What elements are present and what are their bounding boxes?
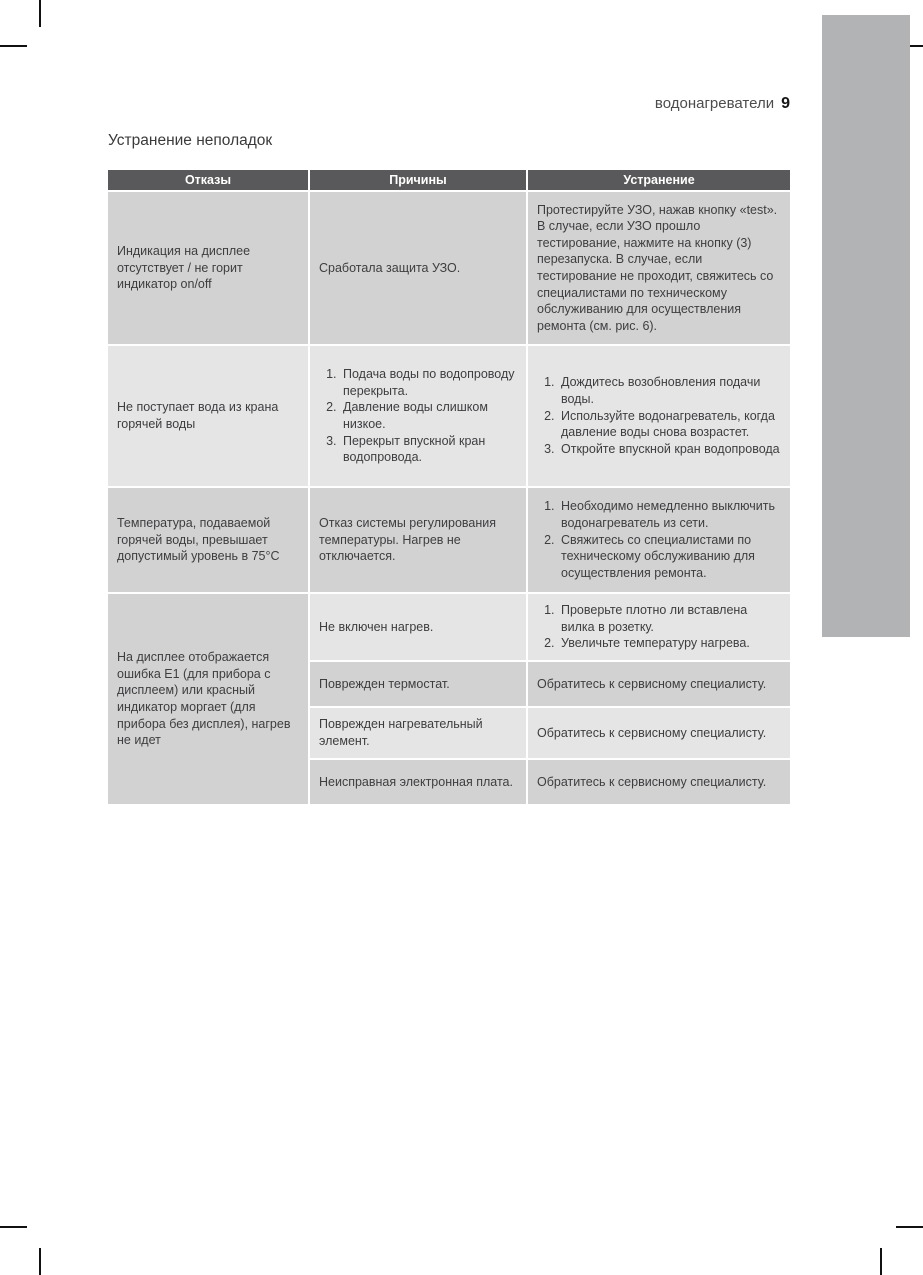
col-header-failures: Отказы bbox=[108, 170, 308, 190]
table-header-row bbox=[108, 170, 790, 190]
page-title: Устранение неполадок bbox=[108, 132, 273, 149]
causes-list bbox=[319, 366, 517, 466]
remedy-item: 3. Откройте впускной кран водопровода bbox=[558, 441, 781, 458]
failure-cell: На дисплее отображается ошибка E1 (для прибора с дисплеем) или красный индикатор моргает (для прибора без дисплея), нагрев не идет bbox=[108, 594, 308, 804]
running-header bbox=[108, 95, 790, 113]
remedy-cell: Обратитесь к сервисному специалисту. bbox=[528, 662, 790, 706]
remedy-cell: Обратитесь к сервисному специалисту. bbox=[528, 708, 790, 758]
table-row bbox=[108, 192, 790, 344]
remedy-item: 1. Необходимо немедленно выключить водонагреватель из сети. bbox=[558, 498, 781, 531]
cause-item: 3. Перекрыт впускной кран водопровода. bbox=[340, 433, 517, 466]
remedy-cell bbox=[528, 594, 790, 660]
remedy-item: 2. Используйте водонагреватель, когда давление воды снова возрастет. bbox=[558, 408, 781, 441]
crop-mark-bottom-right-horizontal bbox=[896, 1226, 923, 1228]
remedy-cell: Протестируйте УЗО, нажав кнопку «test». В случае, если УЗО прошло тестирование, нажмите на кнопку (3) перезапуска. В случае, если тестирование не проходит, свяжитесь со специалистами по техническому обслуживанию для осуществления ремонта (см. рис. 6). bbox=[528, 192, 790, 344]
cause-cell: Не включен нагрев. bbox=[310, 594, 526, 660]
side-band bbox=[822, 15, 910, 637]
crop-mark-top-left-vertical bbox=[39, 0, 41, 27]
col-header-remedies: Устранение bbox=[528, 170, 790, 190]
troubleshooting-table bbox=[106, 168, 792, 806]
remedy-item: 2. Увеличьте температуру нагрева. bbox=[558, 635, 781, 652]
table-row bbox=[108, 488, 790, 592]
remedy-cell bbox=[528, 346, 790, 486]
remedy-cell bbox=[528, 488, 790, 592]
failure-cell: Температура, подаваемой горячей воды, превышает допустимый уровень в 75°С bbox=[108, 488, 308, 592]
crop-mark-top-left-horizontal bbox=[0, 45, 27, 47]
remedy-cell: Обратитесь к сервисному специалисту. bbox=[528, 760, 790, 804]
cause-cell bbox=[310, 346, 526, 486]
remedy-item: 1. Проверьте плотно ли вставлена вилка в розетку. bbox=[558, 602, 781, 635]
remedy-item: 1. Дождитесь возобновления подачи воды. bbox=[558, 374, 781, 407]
failure-cell: Индикация на дисплее отсутствует / не горит индикатор on/off bbox=[108, 192, 308, 344]
remedies-list bbox=[537, 374, 781, 457]
cause-cell: Неисправная электронная плата. bbox=[310, 760, 526, 804]
crop-mark-bottom-right-vertical bbox=[880, 1248, 882, 1275]
page-number: 9 bbox=[781, 95, 790, 112]
remedies-list bbox=[537, 498, 781, 581]
crop-mark-bottom-left-vertical bbox=[39, 1248, 41, 1275]
cause-cell: Сработала защита УЗО. bbox=[310, 192, 526, 344]
cause-cell: Поврежден термостат. bbox=[310, 662, 526, 706]
failure-cell: Не поступает вода из крана горячей воды bbox=[108, 346, 308, 486]
cause-cell: Отказ системы регулирования температуры. Нагрев не отключается. bbox=[310, 488, 526, 592]
table-row bbox=[108, 594, 790, 660]
cause-item: 1. Подача воды по водопроводу перекрыта. bbox=[340, 366, 517, 399]
crop-mark-bottom-left-horizontal bbox=[0, 1226, 27, 1228]
remedy-item: 2. Свяжитесь со специалистами по техническому обслуживанию для осуществления ремонта. bbox=[558, 532, 781, 582]
cause-item: 2. Давление воды слишком низкое. bbox=[340, 399, 517, 432]
table-row bbox=[108, 346, 790, 486]
col-header-causes: Причины bbox=[310, 170, 526, 190]
running-header-text: водонагреватели bbox=[654, 95, 775, 112]
remedies-list bbox=[537, 602, 781, 652]
cause-cell: Поврежден нагревательный элемент. bbox=[310, 708, 526, 758]
